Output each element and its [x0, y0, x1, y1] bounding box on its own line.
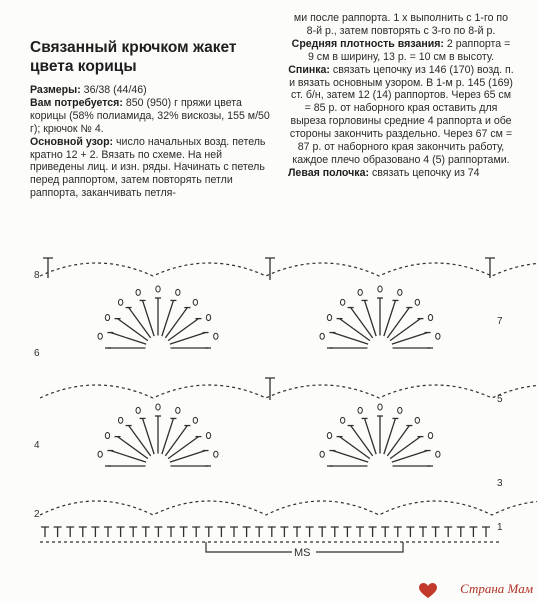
stitch-post	[143, 300, 155, 336]
single-crochet-mark	[230, 527, 238, 537]
chain-arc-row	[40, 501, 537, 515]
chain-loop	[415, 299, 419, 305]
chain-loop	[340, 299, 344, 305]
single-crochet-mark	[255, 527, 263, 537]
single-crochet-mark	[79, 527, 87, 537]
stitch-post	[392, 333, 428, 345]
chain-loop	[105, 315, 109, 321]
chain-loop	[98, 333, 102, 339]
single-crochet-mark	[268, 527, 276, 537]
stitch-post	[168, 437, 198, 459]
row-number-right: 3	[497, 478, 503, 489]
single-crochet-mark	[318, 527, 326, 537]
single-crochet-mark	[331, 527, 339, 537]
single-crochet-mark	[343, 527, 351, 537]
back-text: связать цепочку из 146 (170) возд. п. и вязать основным узором. В 1-м р. 145 (169) ст. б/н, затем 12 (14) раппортов. Через 65 см = 85 р. от наборного края оставить для выреза горловины средние 4 раппорта и обе стороны закончить раздельно. Через 67 см = 87 р. от наборного края закончить работу, каждое плечо образовано 4 (5) раппортами.	[289, 63, 514, 166]
single-crochet-mark	[469, 527, 477, 537]
diagram-fans	[98, 286, 440, 466]
single-crochet-mark	[180, 527, 188, 537]
chain-loop	[320, 451, 324, 457]
row-number-left: 2	[34, 509, 40, 520]
chain-loop	[327, 315, 331, 321]
shell-fan	[98, 404, 218, 466]
tall-stitch-mark	[43, 258, 53, 278]
stitch-post	[387, 426, 409, 456]
chain-loop	[358, 407, 362, 413]
stitch-post	[118, 319, 148, 341]
single-crochet-mark	[419, 527, 427, 537]
chain-loop	[378, 404, 382, 410]
single-crochet-mark	[54, 527, 62, 537]
single-crochet-mark	[192, 527, 200, 537]
stitch-post	[332, 333, 368, 345]
stitch-post	[118, 437, 148, 459]
single-crochet-mark	[104, 527, 112, 537]
crochet-stitch-diagram	[0, 228, 537, 568]
pattern-paragraph	[30, 136, 274, 201]
stitch-post	[110, 333, 146, 345]
left-text-column	[30, 38, 274, 200]
chain-loop	[136, 407, 140, 413]
stitch-post	[384, 418, 396, 454]
left-front-text: связать цепочку из 74	[369, 166, 480, 179]
chain-loop	[105, 433, 109, 439]
single-crochet-mark	[41, 527, 49, 537]
back-label: Спинка:	[288, 63, 330, 76]
tall-stitch-mark	[265, 378, 275, 400]
pattern-continuation: ми после раппорта. 1 х выполнить с 1-го по 8-й р., затем повторять с 3-го по 8-й р.	[293, 12, 509, 37]
left-front-paragraph	[288, 167, 514, 180]
stitch-post	[365, 418, 377, 454]
single-crochet-mark	[205, 527, 213, 537]
chain-loop	[214, 333, 218, 339]
diagram-row-numbers	[34, 270, 503, 533]
chain-loop	[193, 417, 197, 423]
single-crochet-mark	[117, 527, 125, 537]
tall-stitch-mark	[265, 258, 275, 280]
stitch-post	[162, 300, 174, 336]
stitch-post	[129, 308, 151, 338]
stitch-post	[165, 308, 187, 338]
chain-loop	[428, 433, 432, 439]
single-crochet-mark	[482, 527, 490, 537]
stitch-post	[365, 300, 377, 336]
stitch-post	[143, 418, 155, 454]
sizes-label: Размеры:	[30, 84, 81, 96]
single-crochet-mark	[457, 527, 465, 537]
shell-fan	[320, 286, 440, 348]
stitch-post	[110, 451, 146, 463]
chain-loop	[156, 404, 160, 410]
row-number-left: 6	[34, 348, 40, 359]
chain-loop	[136, 289, 140, 295]
single-crochet-mark	[406, 527, 414, 537]
shell-fan	[98, 286, 218, 348]
chain-loop	[214, 451, 218, 457]
single-crochet-mark	[280, 527, 288, 537]
materials-paragraph	[30, 97, 274, 136]
chain-loop	[118, 417, 122, 423]
chain-loop	[176, 289, 180, 295]
watermark-heart-icon	[419, 583, 437, 599]
watermark-text: Страна Мам	[460, 581, 533, 596]
single-crochet-mark	[142, 527, 150, 537]
chain-loop	[118, 299, 122, 305]
chain-loop	[358, 289, 362, 295]
single-crochet-mark	[129, 527, 137, 537]
chain-loop	[206, 315, 210, 321]
stitch-post	[332, 451, 368, 463]
left-front-label: Левая полочка:	[288, 166, 369, 179]
chain-arc-row	[40, 385, 537, 398]
single-crochet-mark	[394, 527, 402, 537]
chain-loop	[176, 407, 180, 413]
chain-loop	[415, 417, 419, 423]
stitch-post	[384, 300, 396, 336]
repeat-label: MS	[294, 547, 311, 559]
pattern-label: Основной узор:	[30, 135, 114, 148]
stitch-post	[129, 426, 151, 456]
chain-loop	[428, 315, 432, 321]
stitch-post	[340, 319, 370, 341]
chain-loop	[193, 299, 197, 305]
stitch-post	[351, 308, 373, 338]
stitch-post	[390, 319, 420, 341]
single-crochet-mark	[369, 527, 377, 537]
shell-fan	[320, 404, 440, 466]
sizes-text: 36/38 (44/46)	[80, 84, 147, 96]
chain-loop	[327, 433, 331, 439]
stitch-post	[340, 437, 370, 459]
sizes-paragraph	[30, 84, 274, 97]
chain-loop	[398, 407, 402, 413]
single-crochet-mark	[154, 527, 162, 537]
chain-loop	[98, 451, 102, 457]
single-crochet-mark	[381, 527, 389, 537]
stitch-post	[392, 451, 428, 463]
single-crochet-mark	[356, 527, 364, 537]
chain-arc-row	[40, 263, 537, 276]
single-crochet-mark	[91, 527, 99, 537]
chain-loop	[398, 289, 402, 295]
pattern-text: число начальных возд. петель кратно 12 + 2. Вязать по схеме. На ней приведены лиц. и изн. ряды. Начинать с петель перед раппортом, затем повторять петли раппорта, заканчивать петля-	[30, 135, 266, 200]
materials-text: 850 (950) г пряжи цвета корицы (58% полиамида, 32% вискозы, 155 м/50 г); крючок № 4.	[30, 96, 270, 135]
right-text-column	[288, 12, 514, 180]
row-number-right: 5	[497, 394, 503, 405]
materials-label: Вам потребуется:	[30, 96, 123, 109]
stitch-post	[165, 426, 187, 456]
density-label: Средняя плотность вязания:	[291, 37, 444, 50]
row-number-left: 8	[34, 270, 40, 281]
stitch-post	[170, 333, 206, 345]
chain-loop	[206, 433, 210, 439]
density-paragraph	[288, 38, 514, 64]
repeat-bracket	[206, 542, 403, 559]
diagram-rows	[40, 258, 537, 542]
single-crochet-mark	[432, 527, 440, 537]
single-crochet-mark	[306, 527, 314, 537]
chain-loop	[436, 451, 440, 457]
row-number-right: 7	[497, 316, 503, 327]
chain-loop	[436, 333, 440, 339]
row-number-left: 4	[34, 440, 40, 451]
chain-loop	[340, 417, 344, 423]
density-text: 2 раппорта = 9 см в ширину, 13 р. = 10 см в высоту.	[307, 37, 511, 63]
stitch-post	[351, 426, 373, 456]
article-title: Связанный крючком жакет цвета корицы	[30, 39, 237, 75]
chain-loop	[378, 286, 382, 292]
chain-loop	[320, 333, 324, 339]
back-paragraph	[288, 64, 514, 167]
single-crochet-mark	[243, 527, 251, 537]
stitch-post	[387, 308, 409, 338]
stitch-post	[390, 437, 420, 459]
chain-loop	[156, 286, 160, 292]
single-crochet-mark	[167, 527, 175, 537]
stitch-post	[170, 451, 206, 463]
single-crochet-mark	[293, 527, 301, 537]
stitch-post	[168, 319, 198, 341]
stitch-post	[162, 418, 174, 454]
row-number-right: 1	[497, 522, 503, 533]
single-crochet-mark	[217, 527, 225, 537]
single-crochet-mark	[66, 527, 74, 537]
single-crochet-mark	[444, 527, 452, 537]
